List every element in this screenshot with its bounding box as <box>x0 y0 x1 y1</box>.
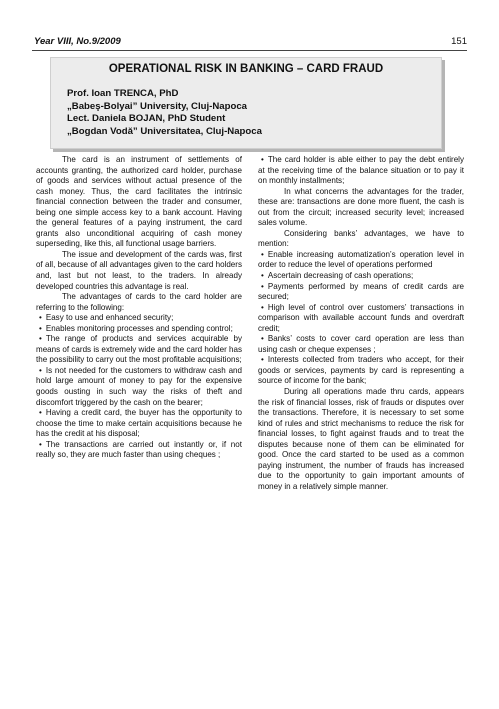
author-1-name: Prof. Ioan TRENCA, PhD <box>67 88 179 99</box>
paragraph: The issue and development of the cards was, first of all, because of all advantages given to the card holders and, last but not least, to the traders. In already developed countries this advantage is real. <box>36 249 242 291</box>
running-header <box>34 36 467 50</box>
paragraph: The card is an instrument of settlements of accounts granting, the authorized card holder, purchase of goods and services without actual presence of the cash money. Thus, the card facilitates the intrinsic financial connection between the trader and consumer, being one simple access key to a bank account. Having the general features of a paying instrument, the card grants also unconditional acquiring of cash money superseding, like this, all functional usage barriers. <box>36 155 242 249</box>
author-2-name: Lect. Daniela BOJAN, PhD Student <box>67 113 226 125</box>
bullet-item: • Ascertain decreasing of cash operations; <box>258 271 464 282</box>
bullet-item: • High level of control over customers’ transactions in comparison with available account funds and overdraft credit; <box>258 303 464 335</box>
bullet-item: • Easy to use and enhanced security; <box>36 313 242 324</box>
bullet-item: • Enable increasing automatization’s operation level in order to reduce the level of operations performed <box>258 250 464 271</box>
right-column <box>258 155 464 493</box>
bullet-item: • Is not needed for the customers to withdraw cash and hold large amount of money to pay for the expensive goods ousting in such way the risks of theft and discomfort triggered by the cash on the bearer; <box>36 366 242 408</box>
paragraph: In what concerns the advantages for the trader, these are: transactions are done more fluent, the cash is out from the circuit; increased security level; increased sales volume. <box>258 186 464 228</box>
page-number: 151 <box>451 36 467 47</box>
paragraph: The advantages of cards to the card holder are referring to the following: <box>36 292 242 312</box>
author-2-affiliation: „Bogdan Vodă” Universitatea, Cluj-Napoca <box>67 125 262 137</box>
author-block <box>67 88 262 138</box>
paragraph: Considering banks’ advantages, we have to mention: <box>258 228 464 249</box>
bullet-item: • Banks’ costs to cover card operation are less than using cash or cheque expenses ; <box>258 334 464 355</box>
bullet-item: • Interests collected from traders who accept, for their goods or services, payments by card is representing a source of income for the bank; <box>258 355 464 387</box>
author-1-affiliation: „Babeş-Bolyai” University, Cluj-Napoca <box>67 100 248 112</box>
bullet-item: • The transactions are carried out instantly or, if not really so, they are much faster than using cheques ; <box>36 440 242 461</box>
title-box <box>50 57 442 149</box>
header-rule <box>32 50 467 51</box>
bullet-item: • Having a credit card, the buyer has the opportunity to choose the time to make certain acquisitions because he has the credit at his disposal; <box>36 408 242 440</box>
bullet-item: • Payments performed by means of credit cards are secured; <box>258 282 464 303</box>
bullet-item: • Enables monitoring processes and spending control; <box>36 324 242 335</box>
bullet-item: • The range of products and services acquirable by means of cards is extremely wide and the card holder has the possibility to carry out the most profitable acquisitions; <box>36 334 242 366</box>
paper-title: OPERATIONAL RISK IN BANKING – CARD FRAUD <box>108 63 384 75</box>
left-column <box>36 155 242 461</box>
bullet-item: • The card holder is able either to pay the debt entirely at the receiving time of the balance situation or to pay it on monthly installments; <box>258 155 464 187</box>
paragraph: During all operations made thru cards, appears the risk of financial losses, risk of frauds or disputes over the transactions. Therefore, it is necessary to set some kind of rules and strict mechanisms to reduce the risk for financial losses, to fight against frauds and to treat the disputes because none of them can be eliminated for good. Once the card started to be used as a common paying instrument, the number of frauds has increased due to the opportunity to gain important amounts of money in a relatively simple manner. <box>258 387 464 491</box>
journal-issue: Year VIII, No.9/2009 <box>34 36 121 47</box>
